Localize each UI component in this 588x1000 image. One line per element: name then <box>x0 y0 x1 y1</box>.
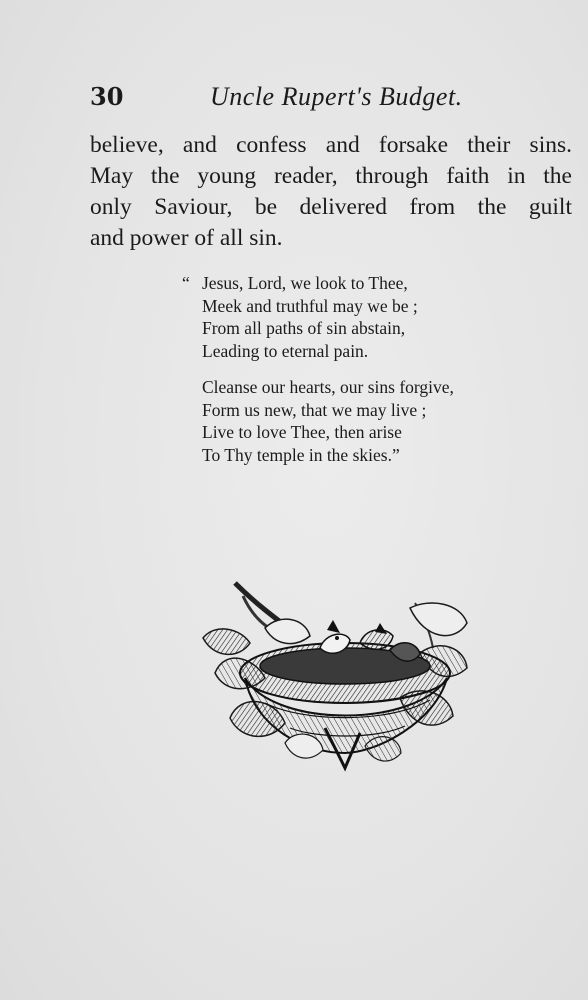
verse-line: Cleanse our hearts, our sins forgive, <box>202 377 454 397</box>
body-line: and power of all sin. <box>90 225 283 251</box>
opening-quote: “ <box>182 273 190 293</box>
verse-line: To Thy temple in the skies.” <box>202 444 400 465</box>
verse-line <box>182 272 512 295</box>
page-number: 30 <box>90 82 124 111</box>
hymn-verse <box>182 272 512 466</box>
verse-line: From all paths of sin abstain, <box>202 318 406 338</box>
bird-nest-icon <box>195 578 475 778</box>
body-line: only Saviour, be delivered from the guilt <box>90 194 572 220</box>
verse-line-text: Jesus, Lord, we look to Thee, <box>202 273 408 293</box>
body-line: May the young reader, through faith in the <box>90 163 572 189</box>
stanza-2 <box>182 376 512 466</box>
page-header <box>90 82 490 116</box>
verse-line: Live to love Thee, then arise <box>202 422 402 442</box>
body-paragraph <box>90 130 572 254</box>
verse-line: Leading to eternal pain. <box>202 340 369 361</box>
stanza-1 <box>182 272 512 362</box>
body-line: believe, and confess and forsake their sins. <box>90 132 572 158</box>
verse-line: Meek and truthful may we be ; <box>202 295 418 316</box>
running-title: Uncle Rupert's Budget. <box>210 82 463 111</box>
verse-line: Form us new, that we may live ; <box>202 399 427 420</box>
